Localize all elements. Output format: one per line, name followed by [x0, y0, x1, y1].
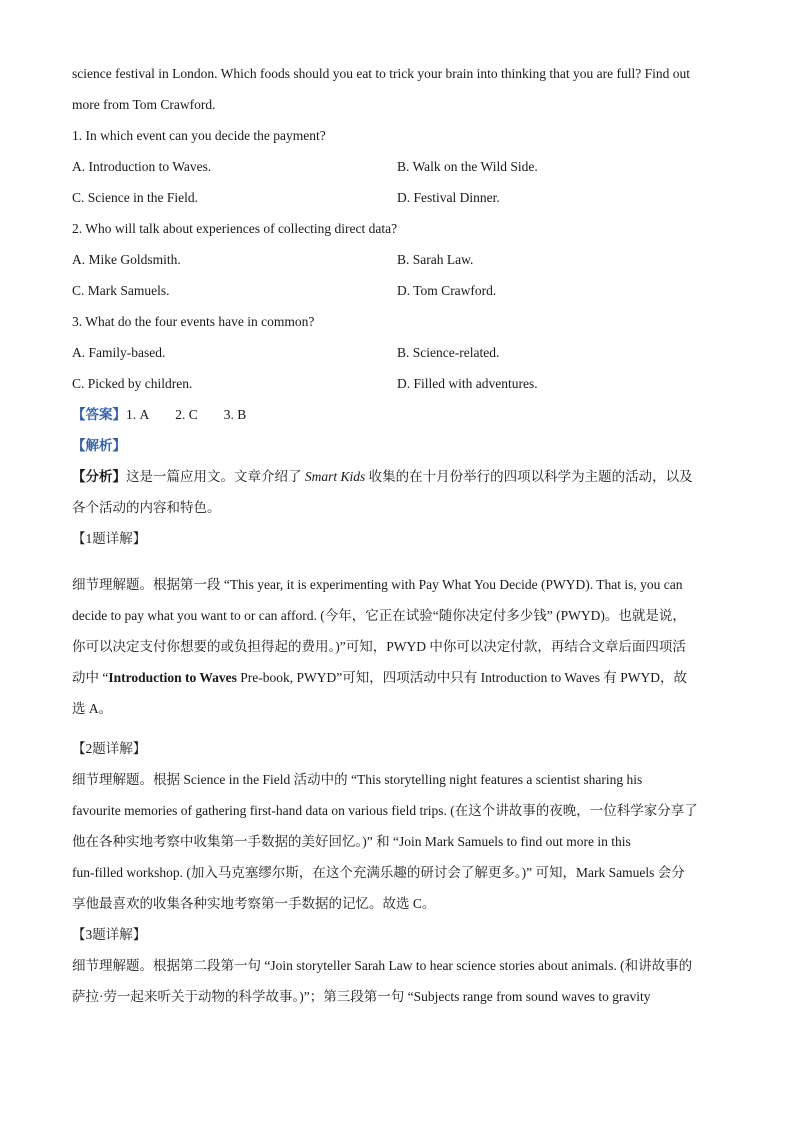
- q2-option-c: C. Mark Samuels.: [72, 283, 170, 298]
- q2-option-a: A. Mike Goldsmith.: [72, 252, 181, 267]
- q2-detail-line-5: 享他最喜欢的收集各种实地考察第一手数据的记忆。故选 C。: [72, 896, 436, 911]
- q1-option-b: B. Walk on the Wild Side.: [397, 159, 538, 174]
- q2-detail-line-1: 细节理解题。根据 Science in the Field 活动中的 “This storytelling night features a scientist sharing his: [72, 772, 643, 787]
- question-2-options-row-1: [72, 250, 722, 281]
- question-2-options-row-2: [72, 281, 722, 312]
- summary-part-1: 这是一篇应用文。文章介绍了: [126, 469, 305, 484]
- q3-option-d: D. Filled with adventures.: [397, 376, 538, 391]
- q1-line-4-bold: Introduction to Waves: [108, 670, 237, 685]
- summary-source: Smart Kids: [304, 469, 366, 484]
- summary-tag: 【分析】: [72, 469, 126, 484]
- question-2-stem: 2. Who will talk about experiences of collecting direct data?: [72, 221, 398, 236]
- q1-detail-line-5: 选 A。: [72, 701, 113, 716]
- summary-line-1: [72, 467, 722, 498]
- intro-line-2: more from Tom Crawford.: [72, 97, 216, 112]
- q2-detail-line-3: 他在各种实地考察中收集第一手数据的美好回忆。)” 和 “Join Mark Samuels to find out more in this: [72, 834, 631, 849]
- q3-heading: 【3题详解】: [72, 927, 147, 942]
- answer-line: [72, 405, 722, 436]
- q1-option-a: A. Introduction to Waves.: [72, 159, 212, 174]
- q1-detail-line-2: decide to pay what you want to or can afford. (今年，它正在试验“随你决定付多少钱” (PWYD)。也就是说，: [72, 608, 686, 623]
- summary-line-2: 各个活动的内容和特色。: [72, 500, 221, 515]
- q1-detail-line-4: [72, 668, 722, 699]
- analysis-tag: 【解析】: [72, 438, 126, 453]
- q2-option-b: B. Sarah Law.: [397, 252, 474, 267]
- q3-detail-line-1: 细节理解题。根据第二段第一句 “Join storyteller Sarah Law to hear science stories about animals. (和讲故事的: [72, 958, 693, 973]
- question-1-options-row-1: [72, 157, 722, 188]
- q3-detail-line-2: 萨拉·劳一起来听关于动物的科学故事。)”；第三段第一句 “Subjects range from sound waves to gravity: [72, 989, 651, 1004]
- q2-heading: 【2题详解】: [72, 741, 147, 756]
- summary-part-2: 收集的在十月份举行的四项以科学为主题的活动，以及: [365, 469, 693, 484]
- q2-detail-line-4: fun-filled workshop. (加入马克塞缪尔斯，在这个充满乐趣的研讨会了解更多。)” 可知，Mark Samuels 会分: [72, 865, 685, 880]
- q1-detail-line-1: 细节理解题。根据第一段 “This year, it is experimenting with Pay What You Decide (PWYD). That is, you can: [72, 577, 683, 592]
- q1-option-c: C. Science in the Field.: [72, 190, 198, 205]
- q3-option-c: C. Picked by children.: [72, 376, 193, 391]
- q3-option-b: B. Science-related.: [397, 345, 500, 360]
- question-1-options-row-2: [72, 188, 722, 219]
- q3-option-a: A. Family-based.: [72, 345, 166, 360]
- q1-detail-line-3: 你可以决定支付你想要的或负担得起的费用。)”可知，PWYD 中你可以决定付款，再结合文章后面四项活: [72, 639, 686, 654]
- question-3-options-row-2: [72, 374, 722, 405]
- q1-line-4-a: 动中 “: [72, 670, 109, 685]
- q2-option-d: D. Tom Crawford.: [397, 283, 497, 298]
- question-1-stem: 1. In which event can you decide the payment?: [72, 128, 326, 143]
- document-content: [72, 64, 722, 1018]
- answer-3: 3. B: [223, 407, 247, 422]
- answer-tag: 【答案】: [72, 407, 126, 422]
- answer-1: 1. A: [126, 407, 150, 422]
- question-3-options-row-1: [72, 343, 722, 374]
- question-3-stem: 3. What do the four events have in common?: [72, 314, 315, 329]
- answer-2: 2. C: [175, 407, 198, 422]
- q1-heading: 【1题详解】: [72, 531, 147, 546]
- intro-line-1: science festival in London. Which foods should you eat to trick your brain into thinking that you are full? Find out: [72, 66, 691, 81]
- q2-detail-line-2: favourite memories of gathering first-hand data on various field trips. (在这个讲故事的夜晚，一位科学家分享了: [72, 803, 698, 818]
- q1-line-4-b: Pre-book, PWYD”可知，四项活动中只有 Introduction to Waves 有 PWYD，故: [236, 670, 688, 685]
- q1-option-d: D. Festival Dinner.: [397, 190, 500, 205]
